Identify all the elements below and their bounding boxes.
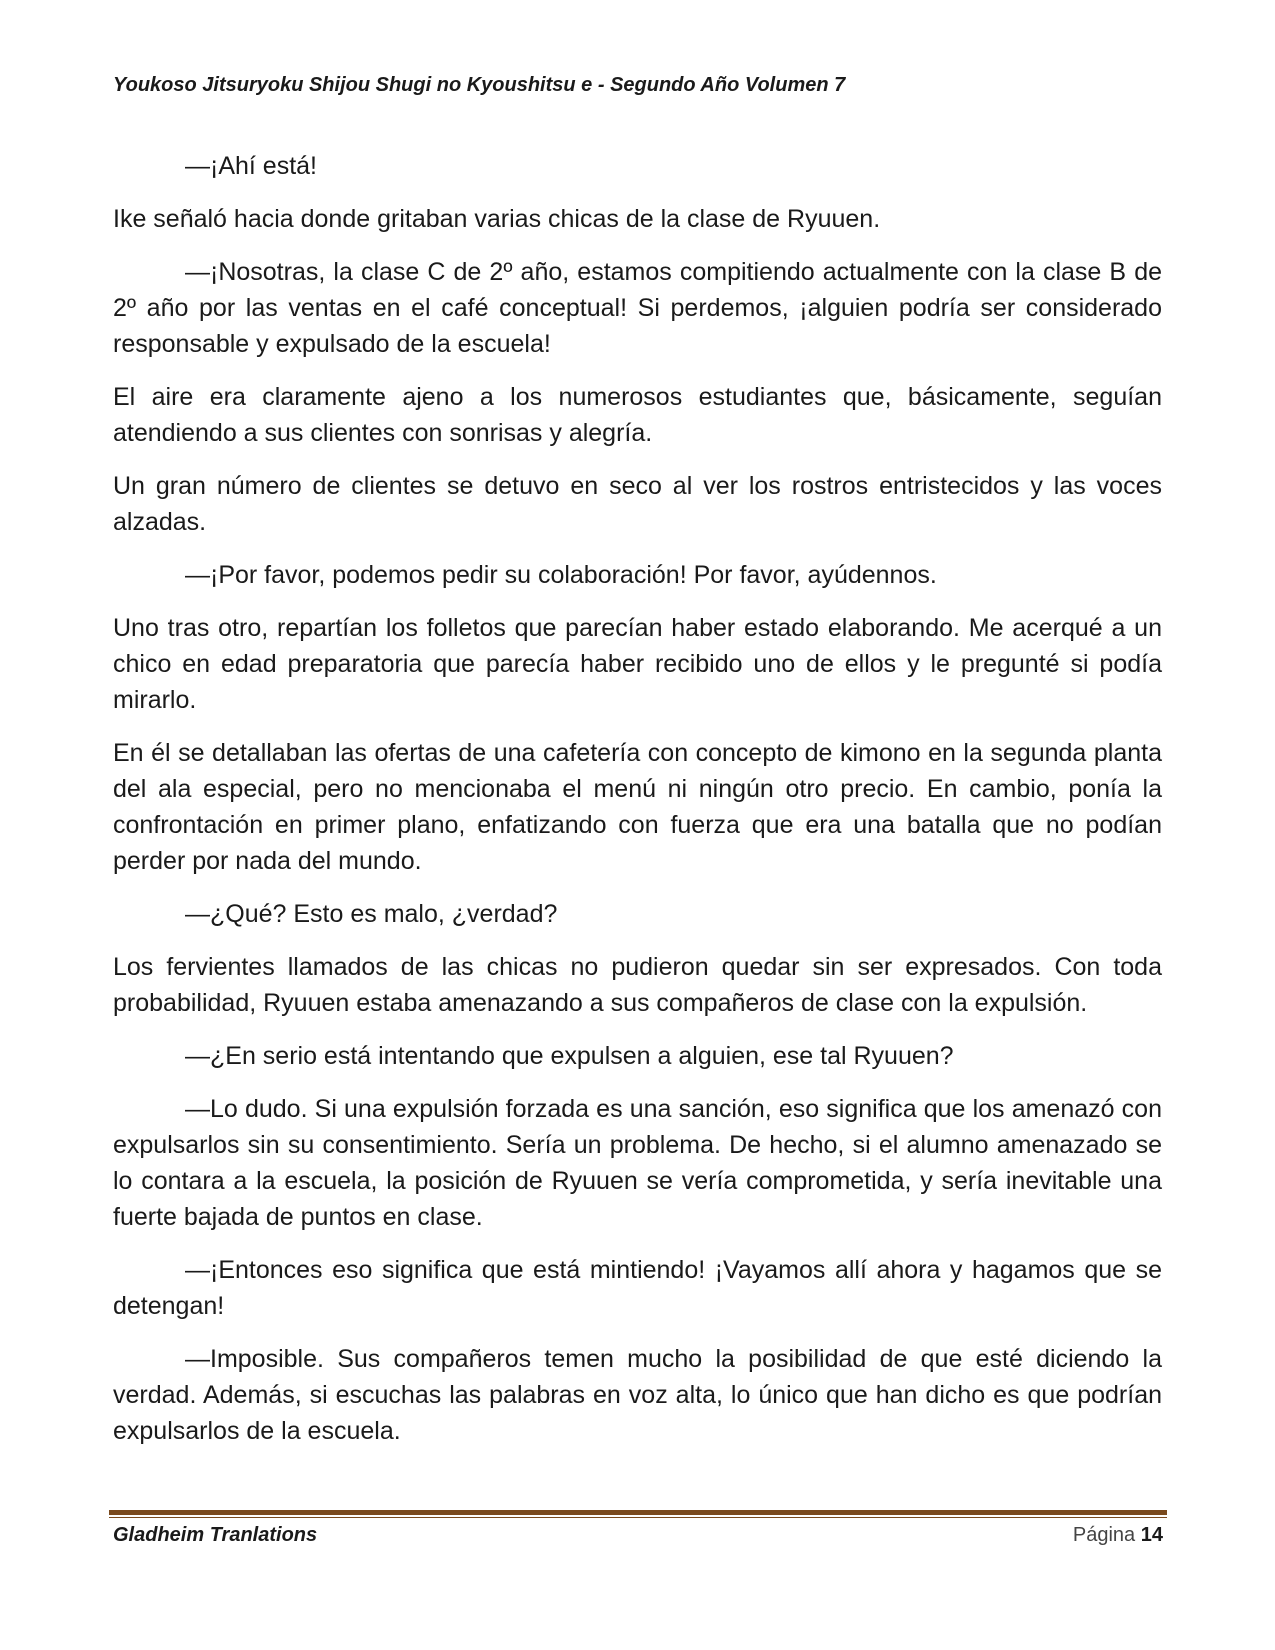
paragraph-11: —¿En serio está intentando que expulsen a alguien, ese tal Ryuuen? [185,1042,954,1070]
paragraph-8: En él se detallaban las ofertas de una cafetería con concepto de kimono en la segunda planta del ala especial, pero no mencionaba el menú ni ningún otro precio. En cambio, ponía la confrontación en primer plano, enfatizando con fuerza que era una batalla que no podían perder por nada del mundo. [113,739,1162,875]
paragraph-2: Ike señaló hacia donde gritaban varias chicas de la clase de Ryuuen. [113,205,881,233]
paragraph-9: —¿Qué? Esto es malo, ¿verdad? [185,900,558,928]
footer-rule-thick [109,1510,1167,1515]
paragraph-13: —¡Entonces eso significa que está mintiendo! ¡Vayamos allí ahora y hagamos que se detengan! [113,1256,1162,1320]
page-header-title: Youkoso Jitsuryoku Shijou Shugi no Kyoushitsu e - Segundo Año Volumen 7 [113,74,846,96]
footer-page-label: Página [1072,1524,1136,1546]
paragraph-12: —Lo dudo. Si una expulsión forzada es una sanción, eso significa que los amenazó con expulsarlos sin su consentimiento. Sería un problema. De hecho, si el alumno amenazado se lo contara a la escuela, la posición de Ryuuen se vería comprometida, y sería inevitable una fuerte bajada de puntos en clase. [113,1095,1162,1231]
paragraph-6: —¡Por favor, podemos pedir su colaboración! Por favor, ayúdennos. [185,561,937,589]
paragraph-10: Los fervientes llamados de las chicas no pudieron quedar sin ser expresados. Con toda probabilidad, Ryuuen estaba amenazando a sus compañeros de clase con la expulsión. [113,953,1162,1017]
paragraph-3: —¡Nosotras, la clase C de 2º año, estamos compitiendo actualmente con la clase B de 2º año por las ventas en el café conceptual! Si perdemos, ¡alguien podría ser considerado responsable y expulsado de la escuela! [113,258,1162,358]
footer-page-number: 14 [1140,1524,1163,1546]
body-text [113,148,1162,1466]
paragraph-7: Uno tras otro, repartían los folletos que parecían haber estado elaborando. Me acerqué a un chico en edad preparatoria que parecía haber recibido uno de ellos y le pregunté si podía mirarlo. [113,614,1162,714]
paragraph-14: —Imposible. Sus compañeros temen mucho la posibilidad de que esté diciendo la verdad. Además, si escuchas las palabras en voz alta, lo único que han dicho es que podrían expulsarlos de la escuela. [113,1345,1162,1445]
footer-credit: Gladheim Tranlations [113,1524,318,1546]
paragraph-4: El aire era claramente ajeno a los numerosos estudiantes que, básicamente, seguían atendiendo a sus clientes con sonrisas y alegría. [113,383,1162,447]
footer-page-indicator [1073,1524,1163,1547]
paragraph-1: —¡Ahí está! [185,152,317,180]
footer-rule-thin [109,1517,1167,1518]
paragraph-5: Un gran número de clientes se detuvo en seco al ver los rostros entristecidos y las voces alzadas. [113,472,1162,536]
